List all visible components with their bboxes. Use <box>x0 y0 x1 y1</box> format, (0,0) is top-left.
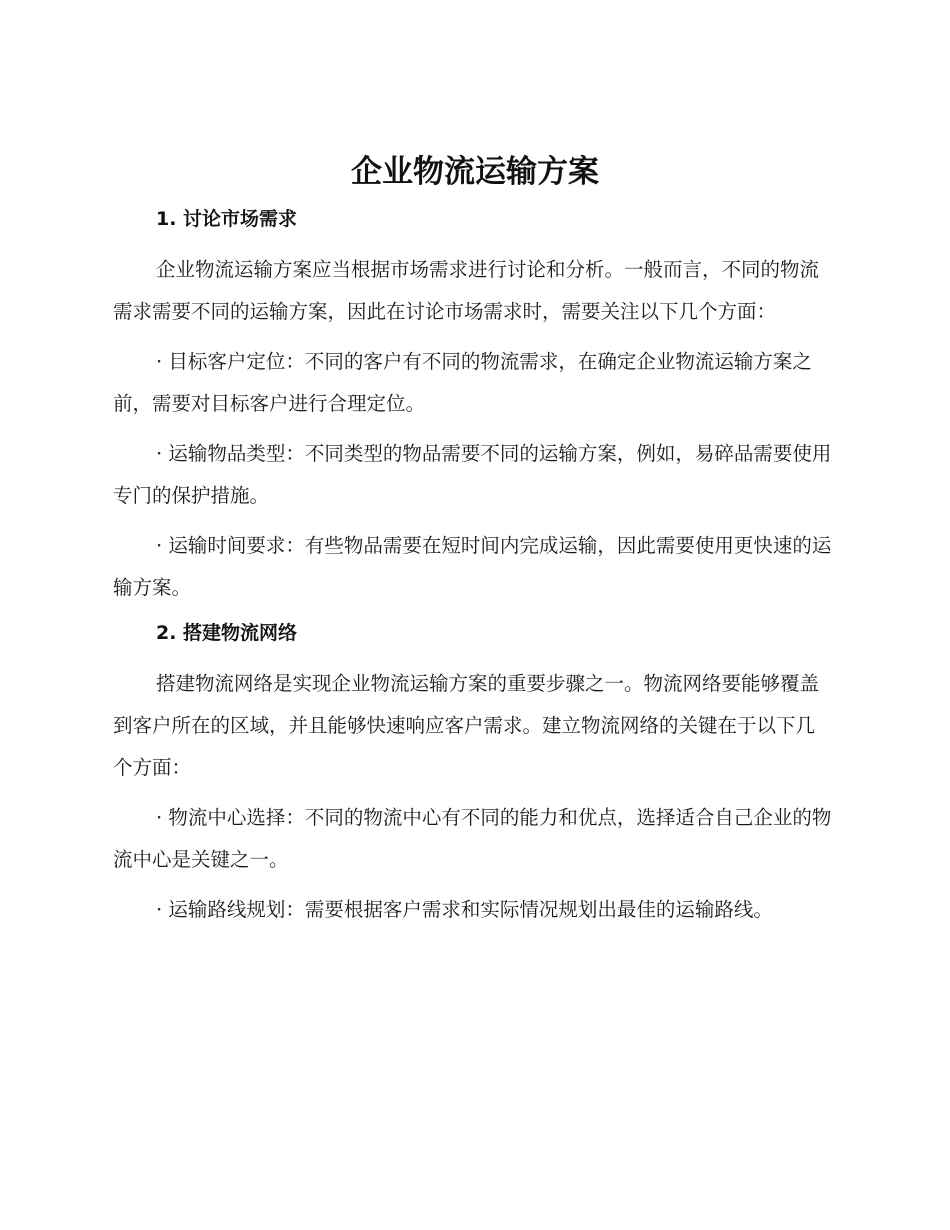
bullet-item: · 目标客户定位：不同的客户有不同的物流需求，在确定企业物流运输方案之前，需要对目标客户进行合理定位。 <box>113 350 812 415</box>
bullet-item: · 物流中心选择：不同的物流中心有不同的能力和优点，选择适合自己企业的物流中心是关键之一。 <box>113 806 832 871</box>
bullet-item: · 运输物品类型：不同类型的物品需要不同的运输方案，例如，易碎品需要使用专门的保护措施。 <box>113 442 832 507</box>
section-heading: 1. 讨论市场需求 <box>156 208 298 230</box>
bullet-item: · 运输路线规划：需要根据客户需求和实际情况规划出最佳的运输路线。 <box>156 898 773 921</box>
section-heading: 2. 搭建物流网络 <box>156 622 298 644</box>
paragraph: 搭建物流网络是实现企业物流运输方案的重要步骤之一。物流网络要能够覆盖到客户所在的区域，并且能够快速响应客户需求。建立物流网络的关键在于以下几个方面： <box>113 672 820 779</box>
document-body <box>113 203 833 939</box>
paragraph: 企业物流运输方案应当根据市场需求进行讨论和分析。一般而言，不同的物流需求需要不同的运输方案，因此在讨论市场需求时，需要关注以下几个方面： <box>113 258 820 323</box>
bullet-item: · 运输时间要求：有些物品需要在短时间内完成运输，因此需要使用更快速的运输方案。 <box>113 534 832 599</box>
section-market-demand <box>113 203 833 609</box>
page-title: 企业物流运输方案 <box>351 154 599 190</box>
section-logistics-network <box>113 617 833 931</box>
